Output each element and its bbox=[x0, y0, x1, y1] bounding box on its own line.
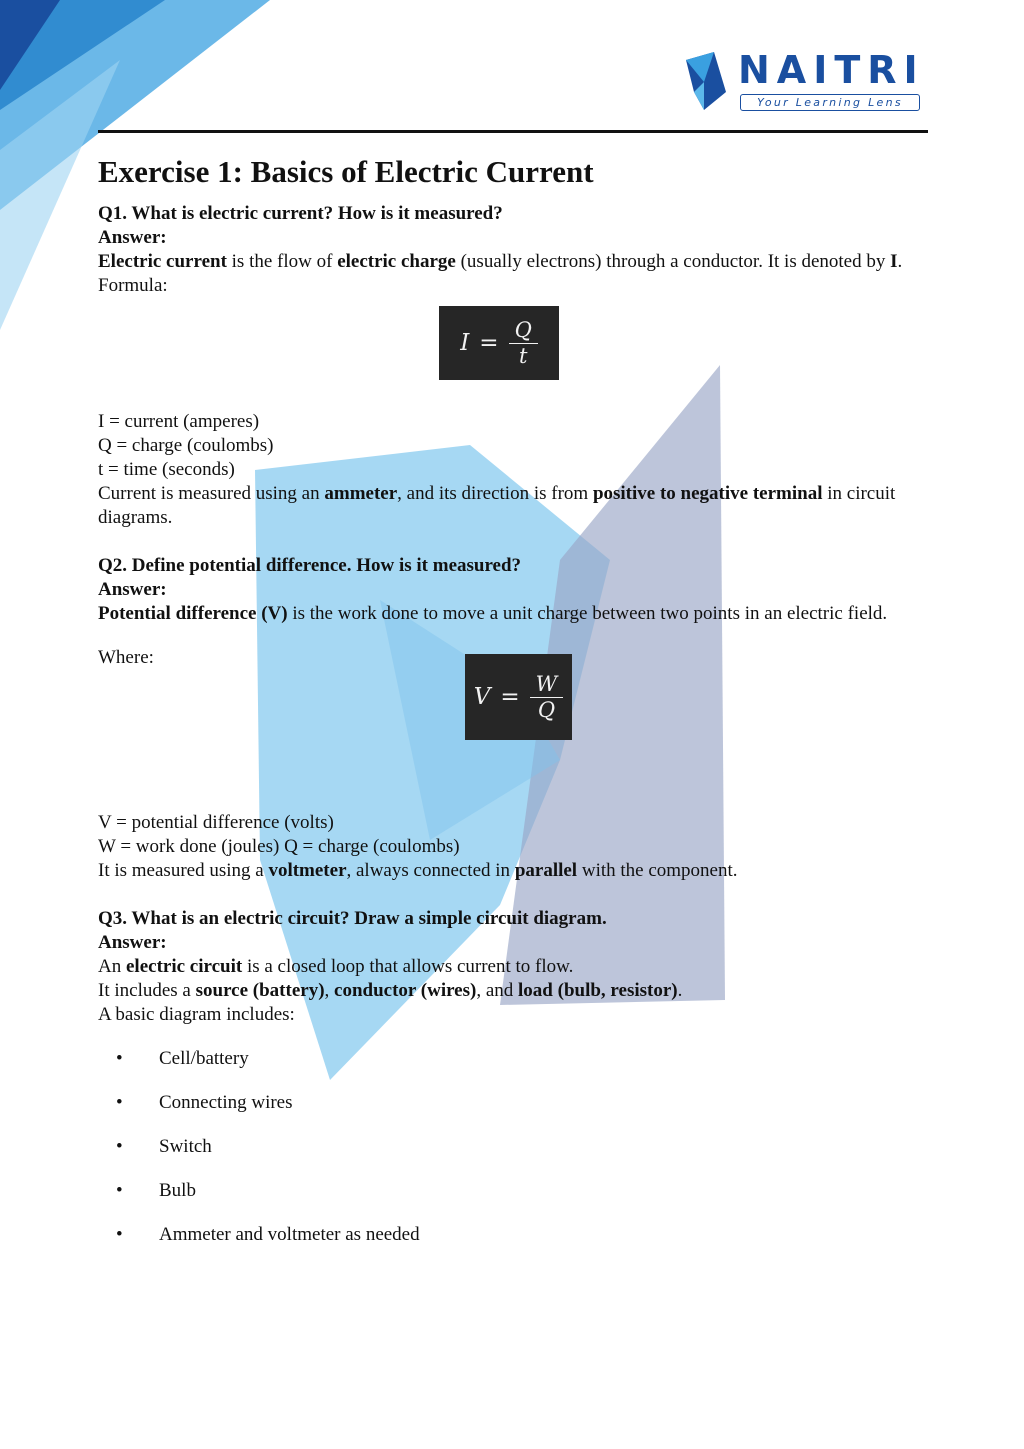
bullet-icon: • bbox=[116, 1048, 123, 1069]
bullet-icon: • bbox=[116, 1224, 123, 1245]
q2-var-work-charge: W = work done (joules) Q = charge (coulombs) bbox=[98, 836, 460, 857]
q3-answer-label: Answer: bbox=[98, 932, 167, 953]
brand-tagline: Your Learning Lens bbox=[740, 94, 920, 111]
q1-question: Q1. What is electric current? How is it measured? bbox=[98, 203, 503, 224]
q1-measurement: Current is measured using an ammeter, and its direction is from positive to negative terminal in circuit diagrams. bbox=[98, 483, 896, 528]
q1-var-time: t = time (seconds) bbox=[98, 459, 235, 480]
brand-logo bbox=[684, 48, 930, 118]
document-body bbox=[98, 152, 926, 1267]
bullet-icon: • bbox=[116, 1136, 123, 1157]
q3-question: Q3. What is an electric circuit? Draw a simple circuit diagram. bbox=[98, 908, 607, 929]
component-list bbox=[98, 1047, 926, 1267]
q2-var-voltage: V = potential difference (volts) bbox=[98, 812, 334, 833]
bullet-icon: • bbox=[116, 1180, 123, 1201]
q3-line-3: A basic diagram includes: bbox=[98, 1004, 295, 1025]
q1-var-current: I = current (amperes) bbox=[98, 411, 260, 432]
q3-line-2: It includes a source (battery), conductor (wires), and load (bulb, resistor). bbox=[98, 980, 683, 1001]
list-item: • Switch bbox=[116, 1136, 212, 1157]
header-divider bbox=[98, 130, 928, 133]
bullet-icon: • bbox=[116, 1092, 123, 1113]
q3-line-1: An electric circuit is a closed loop that allows current to flow. bbox=[98, 956, 574, 977]
q2-question: Q2. Define potential difference. How is it measured? bbox=[98, 555, 522, 576]
list-item: • Connecting wires bbox=[116, 1092, 293, 1113]
brand-name: NAITRI bbox=[738, 48, 925, 92]
q2-formula-box: V = $\frac{W}{Q}$ bbox=[465, 654, 572, 740]
q1-formula-label: Formula: bbox=[98, 275, 168, 296]
q2-measurement: It is measured using a voltmeter, always connected in parallel with the component. bbox=[98, 860, 738, 881]
q2-where-label: Where: bbox=[98, 647, 154, 668]
q2-definition: Potential difference (V) is the work done to move a unit charge between two points in an electric field. bbox=[98, 603, 888, 624]
page-title: Exercise 1: Basics of Electric Current bbox=[98, 154, 594, 189]
list-item: • Cell/battery bbox=[116, 1048, 249, 1069]
q2-answer-label: Answer: bbox=[98, 579, 167, 600]
q1-definition: Electric current is the flow of electric charge (usually electrons) through a conductor. It is denoted by I. bbox=[98, 251, 903, 272]
q1-var-charge: Q = charge (coulombs) bbox=[98, 435, 274, 456]
q1-formula-box: I = $\frac{Q}{t}$ bbox=[439, 306, 559, 380]
list-item: • Bulb bbox=[116, 1180, 196, 1201]
list-item: • Ammeter and voltmeter as needed bbox=[116, 1224, 420, 1245]
q1-answer-label: Answer: bbox=[98, 227, 167, 248]
